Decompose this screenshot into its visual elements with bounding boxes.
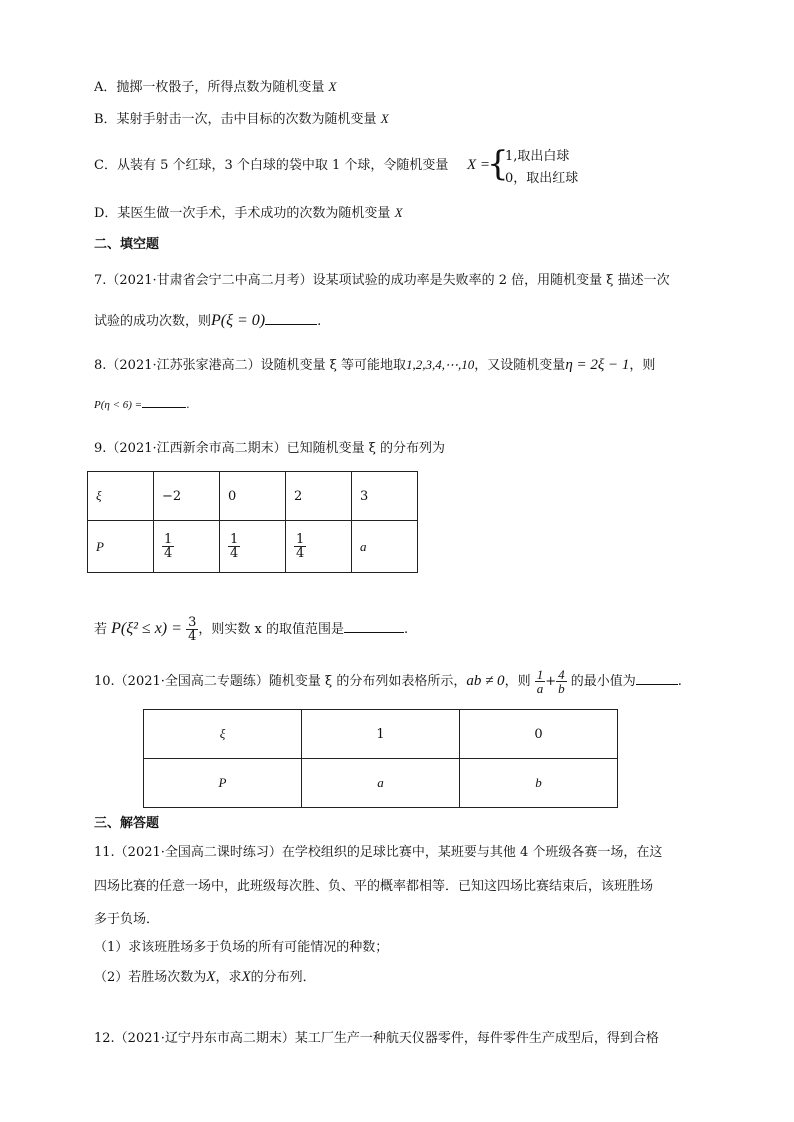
table-row [144,710,618,759]
question-11-part-1: （1）求该班胜场多于负场的所有可能情况的种数； [94,940,389,955]
fraction: $\frac{1}{4}$ [230,532,239,561]
fraction: $\frac{4}{b}$ [558,667,565,696]
table-cell [286,521,352,573]
table-cell: −2 [154,472,220,521]
table-cell: 3 [352,472,418,521]
question-11-part-2: （2）若胜场次数为X，求X的分布列． [94,969,316,985]
table-cell: 2 [286,472,352,521]
answer-blank[interactable] [142,407,186,408]
question-8-line-1: 8.（2021·江苏张家港高二）设随机变量 ξ 等可能地取1,2,3,4,⋯,10，又设随机变量η = 2ξ − 1，则 [94,357,656,373]
table-cell: ξ [88,472,154,521]
table-cell: a [302,759,460,808]
fraction: $\frac{1}{a}$ [536,667,544,696]
answer-blank[interactable] [344,632,404,633]
option-a: A．抛掷一枚骰子，所得点数为随机变量 X [94,79,337,95]
table-cell: b [460,759,618,808]
question-7-line-2: 试验的成功次数，则P(ξ = 0) . [94,312,322,329]
question-10-line-1: 10.（2021·全国高二专题练）随机变量 ξ 的分布列如表格所示，ab ≠ 0，则 $\frac{1}{a}$ + $\frac{4}{b}$ 的最小值为 . [94,667,682,696]
fraction: $\frac{3}{4}$ [188,615,197,644]
table-row [88,521,418,573]
table-cell [220,521,286,573]
option-b: B．某射手射击一次，击中目标的次数为随机变量 X [94,111,389,127]
table-cell: 0 [460,710,618,759]
question-11-line-1: 11.（2021·全国高二课时练习）在学校组织的足球比赛中，某班要与其他 4 个班级各赛一场，在这 [94,845,663,860]
left-brace: { [487,144,509,184]
distribution-table-q9 [87,471,418,573]
question-12-line-1: 12.（2021·辽宁丹东市高二期末）某工厂生产一种航天仪器零件，每件零件生产成型后，得到合格 [94,1031,659,1046]
section-heading-solutions: 三、解答题 [94,816,160,831]
question-8-line-2: P(η < 6) = . [94,398,190,411]
table-cell: P [144,759,302,808]
table-cell: P [88,521,154,573]
question-7-line-1: 7.（2021·甘肃省会宁二中高二月考）设某项试验的成功率是失败率的 2 倍，用随机变量 ξ 描述一次 [94,273,670,288]
table-row [88,472,418,521]
answer-blank[interactable] [636,684,678,685]
section-heading-fill-in: 二、填空题 [94,237,160,252]
question-11-line-3: 多于负场． [94,912,160,927]
table-row [144,759,618,808]
option-c-piecewise: X = { 1,取出白球 0，取出红球 [467,144,579,186]
distribution-table-q10 [143,709,618,808]
option-d: D．某医生做一次手术，手术成功的次数为随机变量 X [94,205,403,221]
answer-blank[interactable] [265,324,317,325]
table-cell: 1 [302,710,460,759]
table-cell [154,521,220,573]
question-9-condition: 若 P(ξ² ≤ x) = $\frac{3}{4}$ ，则实数 x 的取值范围是 . [94,615,409,644]
table-cell: a [352,521,418,573]
table-cell: ξ [144,710,302,759]
table-cell: 0 [220,472,286,521]
fraction: $\frac{1}{4}$ [164,532,173,561]
question-11-line-2: 四场比赛的任意一场中，此班级每次胜、负、平的概率都相等．已知这四场比赛结束后，该班胜场 [94,879,654,894]
option-c: C．从装有 5 个红球，3 个白球的袋中取 1 个球，令随机变量 [94,158,449,173]
question-9-line-1: 9.（2021·江西新余市高二期末）已知随机变量 ξ 的分布列为 [94,441,446,456]
fraction: $\frac{1}{4}$ [296,532,305,561]
